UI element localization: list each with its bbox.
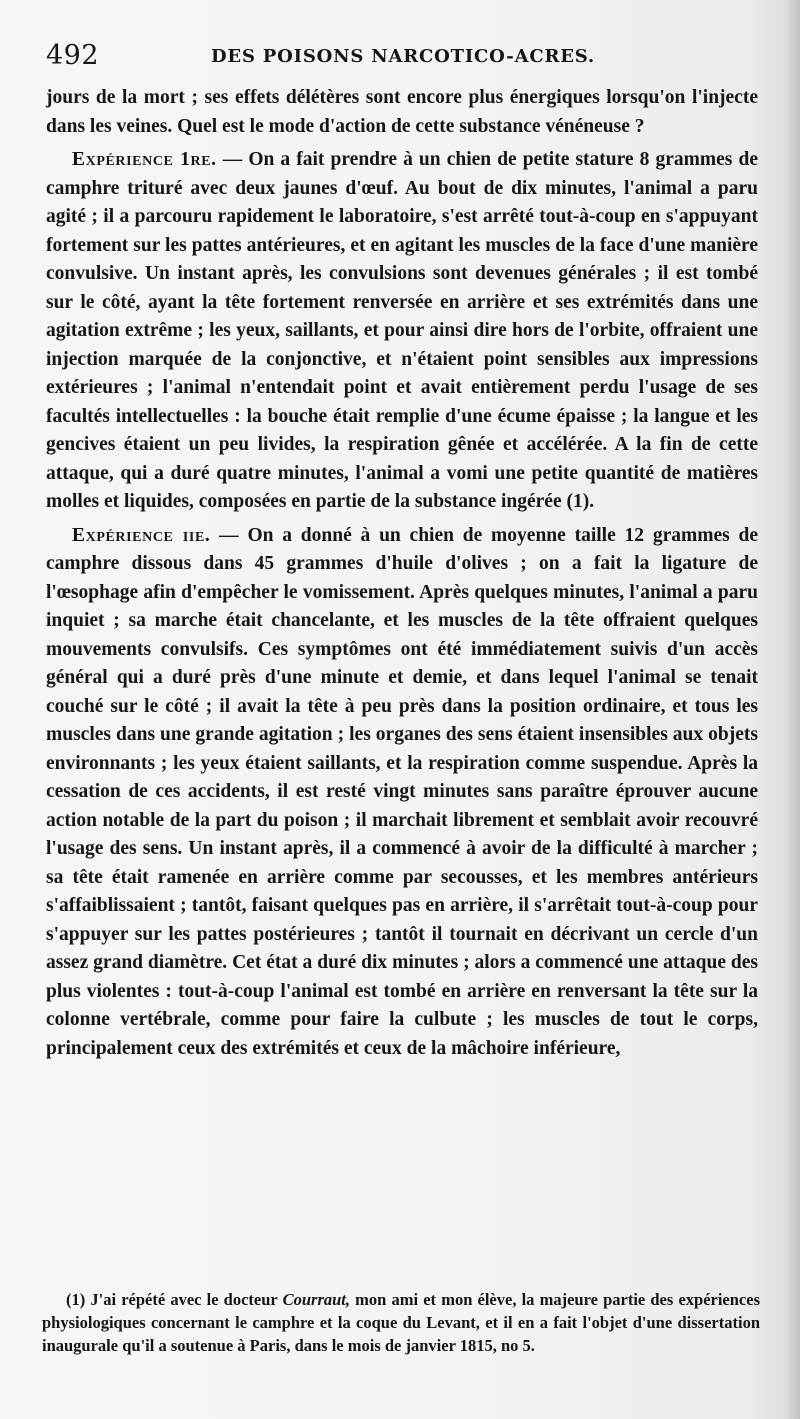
paragraph-text: — On a donné à un chien de moyenne taille 12 grammes de camphre dissous dans 45 grammes d'huile d'olives ; on a fait la ligature de l'œsophage afin d'empêcher le vomissement. Après quelques minutes, l'animal a paru inquiet ; sa marche était chancelante, et les muscles de la tête offraient quelques mouvements convulsifs. Ces symptômes ont été immédiatement suivis d'un accès général qui a duré près d'une minute et demie, et dans lequel l'animal se tenait couché sur le côté ; il avait la tête à peu près dans la position ordinaire, et tous les muscles dans une grande agitation ; les organes des sens étaient insensibles aux objets environnants ; les yeux étaient saillants, et la respiration comme suspendue. Après la cessation de ces accidents, il est resté vingt minutes sans paraître éprouver aucune action notable de la part du poison ; il marchait librement et semblait avoir recouvré l'usage des sens. Un instant après, il a commencé à avoir de la difficulté à marcher ; sa tête était ramenée en arrière comme par secousses, et les membres antérieurs s'affaiblissaient ; tantôt, faisant quelques pas en arrière, il s'arrêtait tout-à-coup pour s'appuyer sur les pattes postérieures ; tantôt il tournait en décrivant un cercle d'un assez grand diamètre. Cet état a duré dix minutes ; alors a commencé une attaque des plus violentes : tout-à-coup l'animal est tombé en arrière en renversant la tête sur la colonne vertébrale, comme pour faire la culbute ; les muscles de tout le corps, principalement ceux des extrémités et ceux de la mâchoire inférieure, [46, 524, 759, 1059]
page-number: 492 [46, 40, 100, 71]
paragraph-continuation [46, 84, 758, 141]
footnote-text-rest: mon ami et mon élève, la majeure partie des expériences physiologiques concernant le camphre et la coque du Levant, et il en a fait l'objet d'une dissertation inaugurale qu'il a soutenue à Paris, dans le mois de janvier 1815, no 5. [42, 1290, 760, 1355]
experiment-heading: Expérience iie. [72, 524, 211, 546]
paragraph-text: — On a fait prendre à un chien de petite stature 8 grammes de camphre trituré avec deux jaunes d'œuf. Au bout de dix minutes, l'animal a paru agité ; il a parcouru rapidement le laboratoire, s'est arrêté tout-à-coup en s'appuyant fortement sur les pattes antérieures, et en agitant les muscles de la face d'une manière convulsive. Un instant après, les convulsions sont devenues générales ; il est tombé sur le côté, ayant la tête fortement renversée en arrière et ses extrémités dans une agitation extrême ; les yeux, saillants, et pour ainsi dire hors de l'orbite, offraient une injection marquée de la conjonctive, et n'étaient point sensibles aux impressions extérieures ; l'animal n'entendait point et avait entièrement perdu l'usage de ses facultés intellectuelles : la bouche était remplie d'une écume épaisse ; la langue et les gencives étaient un peu livides, la respiration gênée et accélérée. A la fin de cette attaque, qui a duré quatre minutes, l'animal a vomi une petite quantité de matières molles et liquides, composées en partie de la substance ingérée (1). [46, 149, 758, 512]
footnote-text: (1) J'ai répété avec le docteur [66, 1290, 283, 1309]
paragraph-experiment-1 [46, 146, 758, 517]
page-header [46, 40, 760, 74]
body-text [46, 84, 758, 1063]
page-edge-shadow [786, 0, 800, 1419]
paragraph-experiment-2 [46, 522, 758, 1064]
running-title: DES POISONS NARCOTICO-ACRES. [211, 46, 595, 67]
footnotes [42, 1288, 760, 1357]
footnote-author-name: Courraut, [282, 1290, 351, 1309]
paragraph-text: jours de la mort ; ses effets délétères sont encore plus énergiques lorsqu'on l'injecte dans les veines. Quel est le mode d'action de cette substance vénéneuse ? [46, 87, 758, 137]
experiment-heading: Expérience 1re. [72, 149, 217, 170]
footnote-1 [42, 1288, 760, 1357]
